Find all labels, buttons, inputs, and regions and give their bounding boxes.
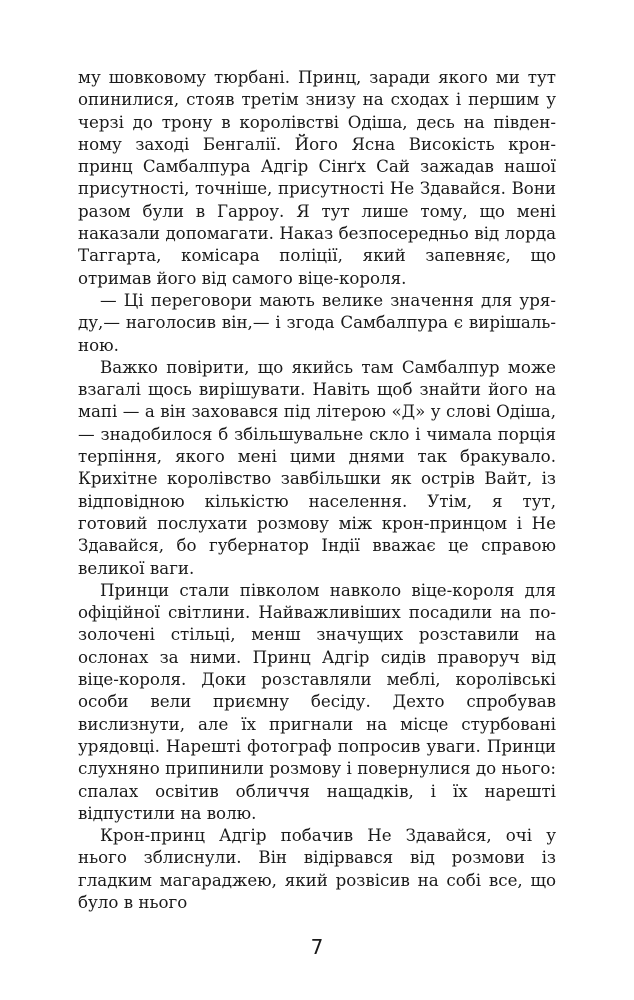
paragraph-1: му шовковому тюрбані. Принц, заради якого ми тут опинилися, стояв третім знизу на сходах і першим у черзі до трону в королівстві Одіша, десь на південному заході Бенгалії. Його Ясна Високість крон-принц Самбалпура Адгір Сінґх Сай зажадав нашої присутності, точніше, присутності Не Здавайся. Вони разом були в Гарроу. Я тут лише тому, що мені наказали допомагати. Наказ безпосередньо від лорда Таггарта, комісара поліції, який запевняє, що отримав його від самого віце-короля. (78, 68, 556, 288)
paragraph-2: — Ці переговори мають велике значення для уряду,— наголосив він,— і згода Самбалпура є вирішальною. (78, 290, 556, 355)
paragraph-5: Крон-принц Адгір побачив Не Здавайся, очі у нього зблиснули. Він відірвався від розмови із гладким магараджею, який розвісив на собі все, що було в нього (78, 826, 556, 912)
paragraph-3: Важко повірити, що якийсь там Самбалпур може взагалі щось вирішувати. Навіть щоб знайти його на мапі — а він заховався під літерою «Д» у слові Одіша,— знадобилося б збільшувальне скло і чимала порція терпіння, якого мені цими днями так бракувало. Крихітне королівство завбільшки як острів Вайт, із відповідною кількістю населення. Утім, я тут, готовий послухати розмову між крон-принцом і Не Здавайся, бо губернатор Індії вважає це справою великої ваги. (78, 357, 556, 578)
paragraph-4: Принци стали півколом навколо віце-короля для офіційної світлини. Найважливіших посадили на позолочені стільці, менш значущих розставили на ослонах за ними. Принц Адгір сидів праворуч від віце-короля. Доки розставляли меблі, королівські особи вели приємну бесіду. Дехто спробував вислизнути, але їх пригнали на місце стурбовані урядовці. Нарешті фотограф попросив уваги. Принци слухняно припинили розмову і повернулися до нього: спалах освітив обличчя нащадків, і їх нарешті відпустили на волю. (78, 580, 556, 823)
book-page-text (78, 67, 556, 914)
page-number: 7 (310, 935, 324, 959)
